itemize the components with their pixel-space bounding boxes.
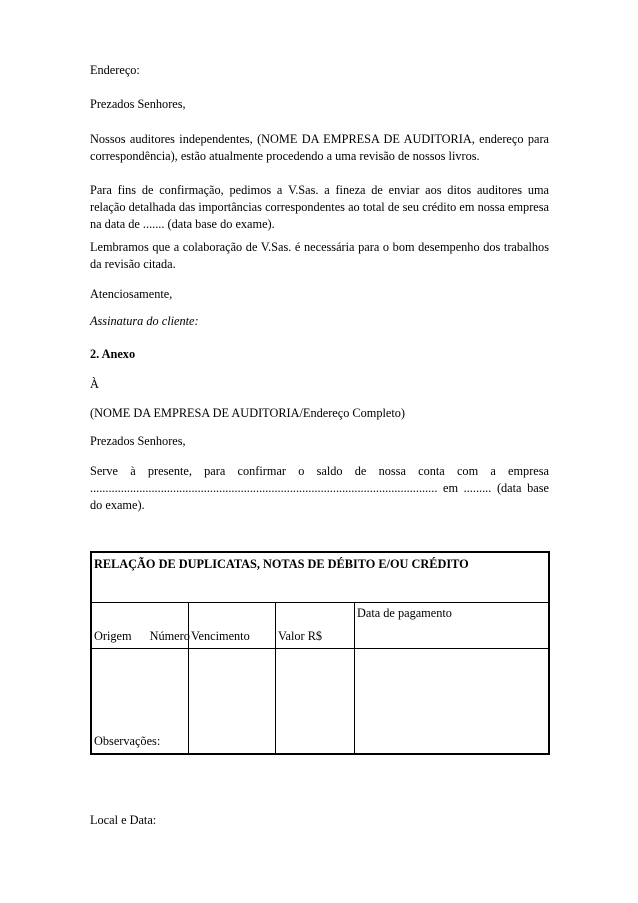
header-origem: Origem xyxy=(94,629,132,643)
client-signature-label: Assinatura do cliente: xyxy=(90,314,199,328)
header-data-pagamento: Data de pagamento xyxy=(355,603,550,649)
greeting: Prezados Senhores, xyxy=(90,97,186,111)
annex-heading: 2. Anexo xyxy=(90,347,136,361)
header-valor: Valor R$ xyxy=(276,603,355,649)
paragraph-reminder: Lembramos que a colaboração de V.Sas. é necessária para o bom desempenho dos trabalhos da revisão citada. xyxy=(90,240,549,271)
recipient-name: (NOME DA EMPRESA DE AUDITORIA/Endereço Completo) xyxy=(90,406,406,420)
closing: Atenciosamente, xyxy=(90,287,173,301)
duplicates-table xyxy=(90,551,550,755)
paragraph-confirmation: Para fins de confirmação, pedimos a V.Sas. a fineza de enviar aos ditos auditores uma relação detalhada das importâncias correspondentes ao total de seu crédito em nossa empresa na data de ....... (data base do exame). xyxy=(90,183,549,231)
table-title-row xyxy=(91,552,549,603)
table-body-row xyxy=(91,649,549,755)
place-and-date-label: Local e Data: xyxy=(90,813,157,827)
recipient-prefix: À xyxy=(90,377,99,391)
paragraph-balance: Serve à presente, para confirmar o saldo de nossa conta com a empresa ................................................................................................................. em ......... (data base do exame). xyxy=(90,464,549,512)
address-label: Endereço: xyxy=(90,63,140,77)
cell-pagamento-empty xyxy=(355,649,550,755)
cell-observacoes: Observações: xyxy=(91,649,189,755)
header-vencimento: Vencimento xyxy=(189,603,276,649)
header-numero: Número xyxy=(149,629,190,643)
cell-vencimento-empty xyxy=(189,649,276,755)
header-origem-numero xyxy=(91,603,189,649)
paragraph-auditors: Nossos auditores independentes, (NOME DA EMPRESA DE AUDITORIA, endereço para correspondência), estão atualmente procedendo a uma revisão de nossos livros. xyxy=(90,132,549,163)
table-header-row xyxy=(91,603,549,649)
table-title: RELAÇÃO DE DUPLICATAS, NOTAS DE DÉBITO E/OU CRÉDITO xyxy=(91,552,549,603)
cell-valor-empty xyxy=(276,649,355,755)
greeting-annex: Prezados Senhores, xyxy=(90,434,186,448)
